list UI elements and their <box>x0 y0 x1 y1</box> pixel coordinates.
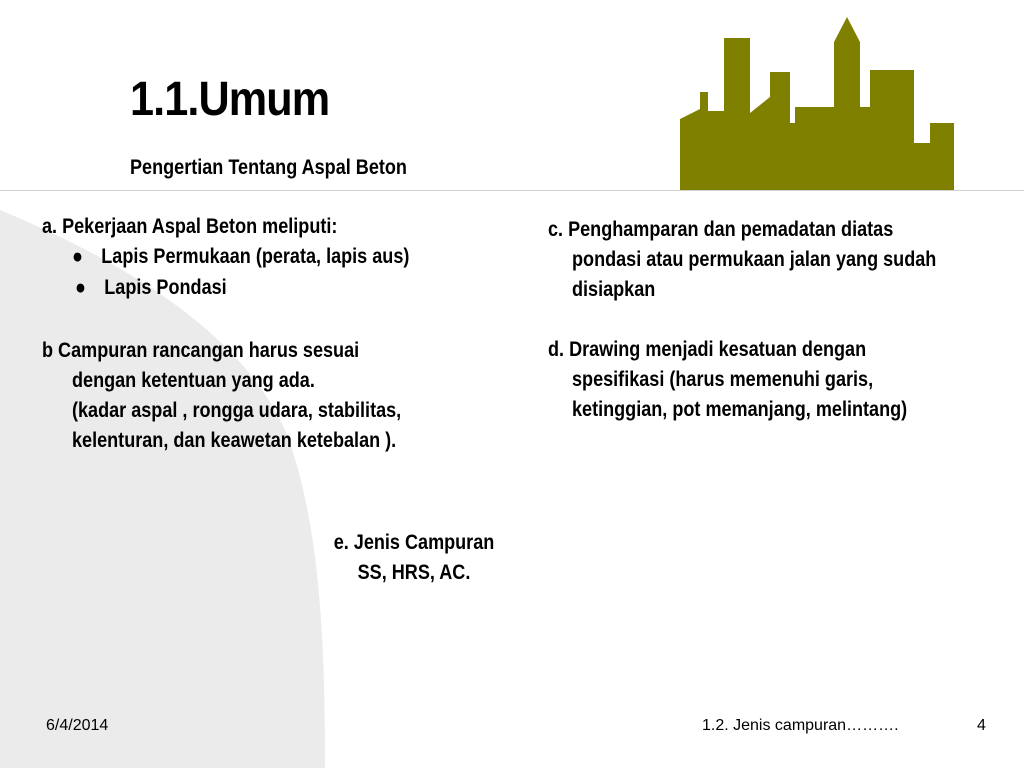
item-b-line-3: (kadar aspal , rongga udara, stabilitas, <box>72 399 402 422</box>
item-b-line-1: b Campuran rancangan harus sesuai <box>42 339 360 362</box>
item-a-bullet-1: ● Lapis Permukaan (perata, lapis aus) <box>72 242 409 272</box>
slide-subtitle: Pengertian Tentang Aspal Beton <box>130 156 407 179</box>
item-d-line-3: ketinggian, pot memanjang, melintang) <box>572 398 908 421</box>
item-e-line-1: e. Jenis Campuran <box>333 531 495 554</box>
bullet-icon: ● <box>72 245 83 268</box>
city-skyline-icon <box>680 17 956 190</box>
footer-date: 6/4/2014 <box>46 717 109 734</box>
item-b-line-4: kelenturan, dan keawetan ketebalan ). <box>72 429 397 452</box>
header-divider <box>0 190 1024 191</box>
item-b-line-2: dengan ketentuan yang ada. <box>72 369 315 392</box>
item-c-line-2: pondasi atau permukaan jalan yang sudah <box>572 248 937 271</box>
item-d-line-1: d. Drawing menjadi kesatuan dengan <box>548 338 867 361</box>
item-c-line-1: c. Penghamparan dan pemadatan diatas <box>548 218 894 241</box>
bullet-icon: ● <box>75 276 86 299</box>
item-d-line-2: spesifikasi (harus memenuhi garis, <box>572 368 874 391</box>
footer-caption: 1.2. Jenis campuran………. <box>702 717 899 734</box>
item-c-line-3: disiapkan <box>572 278 656 301</box>
item-a-bullet-2: ● Lapis Pondasi <box>75 273 227 303</box>
slide-title: 1.1.Umum <box>130 73 330 126</box>
item-e-line-2: SS, HRS, AC. <box>357 561 471 584</box>
item-a-heading: a. Pekerjaan Aspal Beton meliputi: <box>42 215 338 238</box>
slide-number: 4 <box>977 717 986 734</box>
